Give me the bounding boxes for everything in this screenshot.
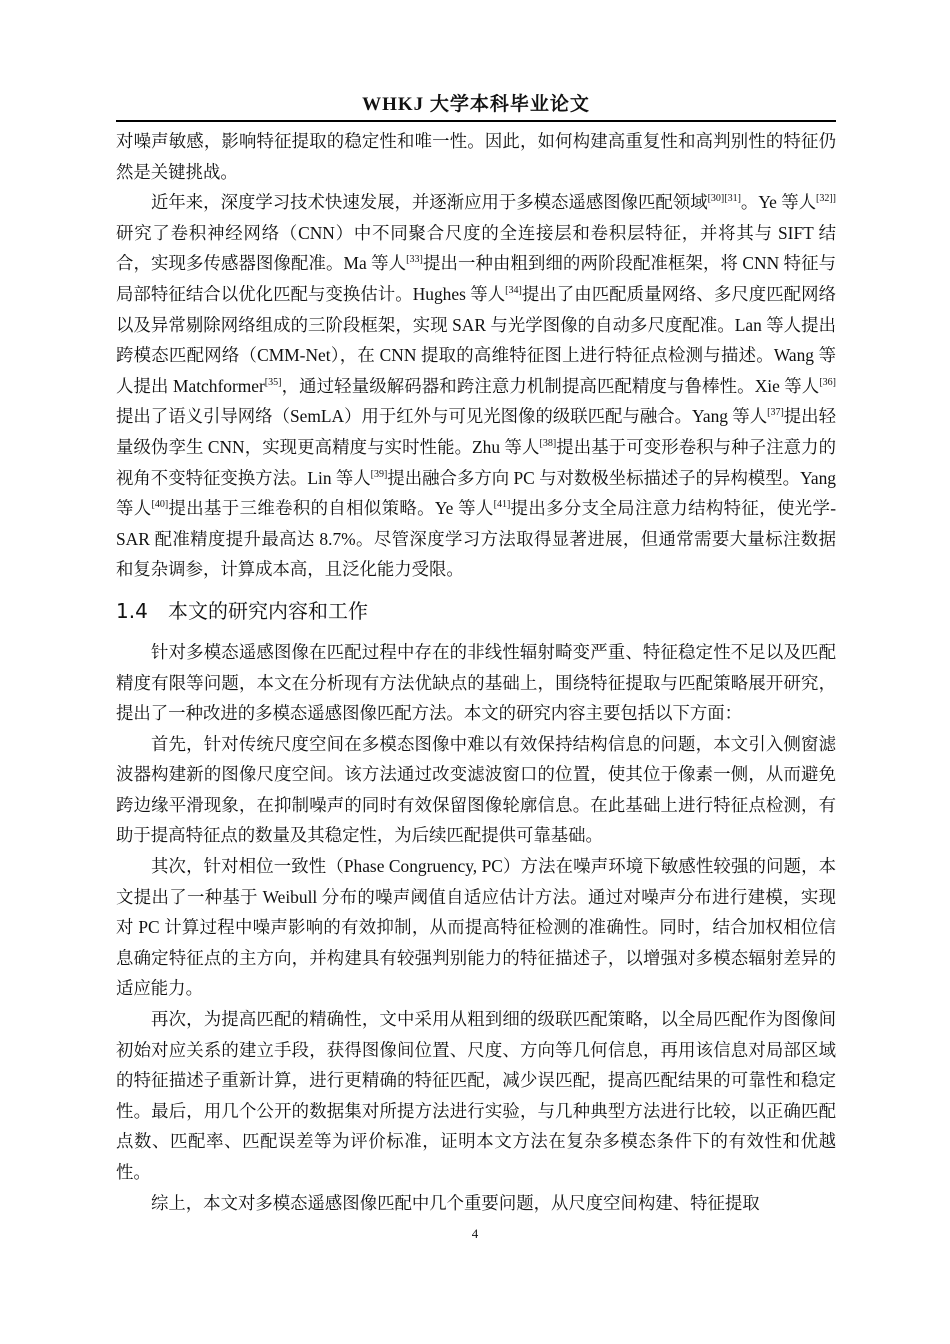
paragraph [116,1004,836,1188]
paragraph [116,187,836,585]
text-run: ，通过轻量级解码器和跨注意力机制提高匹配精度与鲁棒性。Xie 等人 [281,375,820,396]
text-run: 提出基于可变形卷积与种子注意力的视角不变特征变换方法。Lin 等人 [116,436,836,488]
text-run: 其次，针对相位一致性（Phase Congruency, PC）方法在噪声环境下敏感性较强的问题，本文提出了一种基于 Weibull 分布的噪声阈值自适应估计方法。通过对噪声分布进行建模，实现对 PC 计算过程中噪声影响的有效抑制，从而提高特征检测的准确性。同时，结合加权相位信息确定特征点的主方向，并构建具有较强判别能力的特征描述子，以增强对多模态辐射差异的适应能力。 [116,856,836,999]
citation-ref: [32]] [816,193,836,205]
paragraph [116,637,836,729]
section-number: 1.4 [116,598,148,623]
text-run: 近年来，深度学习技术快速发展，并逐渐应用于多模态遥感图像匹配领域 [151,192,708,213]
text-run: 首先，针对传统尺度空间在多模态图像中难以有效保持结构信息的问题，本文引入侧窗滤波器构建新的图像尺度空间。该方法通过改变滤波窗口的位置，使其位于像素一侧，从而避免跨边缘平滑现象，在抑制噪声的同时有效保留图像轮廓信息。在此基础上进行特征点检测，有助于提高特征点的数量及其稳定性，为后续匹配提供可靠基础。 [116,733,836,846]
page-number: 4 [471,1226,479,1241]
citation-ref: [40] [151,499,169,511]
citation-ref: [39] [370,468,388,480]
section-heading [116,593,836,629]
text-run: 再次，为提高匹配的精确性，文中采用从粗到细的级联匹配策略，以全局匹配作为图像间初始对应关系的建立手段，获得图像间位置、尺度、方向等几何信息，再用该信息对局部区域的特征描述子重新计算，进行更精确的特征匹配，减少误匹配，提高匹配结果的可靠性和稳定性。最后，用几个公开的数据集对所提方法进行实验，与几种典型方法进行比较，以正确匹配点数、匹配率、匹配误差等为评价标准，证明本文方法在复杂多模态条件下的有效性和优越性。 [116,1009,836,1182]
text-run: 研究了卷积神经网络（CNN）中不同聚合尺度的全连接层和卷积层特征，并将其与 SIFT 结合，实现多传感器图像配准。Ma 等人 [116,222,836,274]
section-title: 本文的研究内容和工作 [168,598,368,623]
header-rule [116,120,836,122]
text-run: 提出一种由粗到细的两阶段配准框架，将 CNN 特征与局部特征结合以优化匹配与变换估计。Hughes 等人 [116,253,837,304]
text-run: 提出基于三维卷积的自相似策略。Ye 等人 [168,498,494,519]
citation-ref: [35] [264,376,282,388]
paragraph [116,1188,836,1219]
citation-ref: [33] [406,254,423,266]
paragraph [116,729,836,851]
citation-ref: [38] [539,438,557,450]
text-run: 。Ye 等人 [740,192,816,213]
text-run: 综上，本文对多模态遥感图像匹配中几个重要问题，从尺度空间构建、特征提取 [151,1192,760,1213]
paragraph [116,126,836,187]
text-run: 提出融合多方向 PC 与对数极坐标描述子的异构模型。Yang 等人 [116,467,836,519]
body-text-top [116,126,836,585]
text-run: 提出轻量级伪孪生 CNN，实现更高精度与实时性能。Zhu 等人 [116,406,836,457]
text-run: 提出了由匹配质量网络、多尺度匹配网络以及异常剔除网络组成的三阶段框架，实现 SAR 与光学图像的自动多尺度配准。Lan 等人提出跨模态匹配网络（CMM-Net），在 CNN 提取的高维特征图上进行特征点检测与描述。Wang 等人提出 Matchformer [116,283,836,396]
page-header-title: WHKJ 大学本科毕业论文 [362,94,590,115]
citation-ref: [36] [819,376,836,388]
paragraph [116,851,836,1004]
body-text-bottom [116,637,836,1218]
citation-ref: [30][31] [707,193,741,205]
text-run: 提出多分支全局注意力结构特征，使光学-SAR 配准精度提升最高达 8.7%。尽管深度学习方法取得显著进展，但通常需要大量标注数据和复杂调参，计算成本高，且泛化能力受限。 [116,498,836,580]
citation-ref: [34] [505,285,522,297]
text-run: 针对多模态遥感图像在匹配过程中存在的非线性辐射畸变严重、特征稳定性不足以及匹配精度有限等问题，本文在分析现有方法优缺点的基础上，围绕特征提取与匹配策略展开研究，提出了一种改进的多模态遥感图像匹配方法。本文的研究内容主要包括以下方面： [116,641,836,724]
citation-ref: [37] [767,407,784,419]
citation-ref: [41] [493,499,511,511]
document-page [116,92,836,1218]
text-run: 提出了语义引导网络（SemLA）用于红外与可见光图像的级联匹配与融合。Yang 等人 [116,406,768,427]
text-run: 对噪声敏感，影响特征提取的稳定性和唯一性。因此，如何构建高重复性和高判别性的特征仍然是关键挑战。 [116,131,836,182]
